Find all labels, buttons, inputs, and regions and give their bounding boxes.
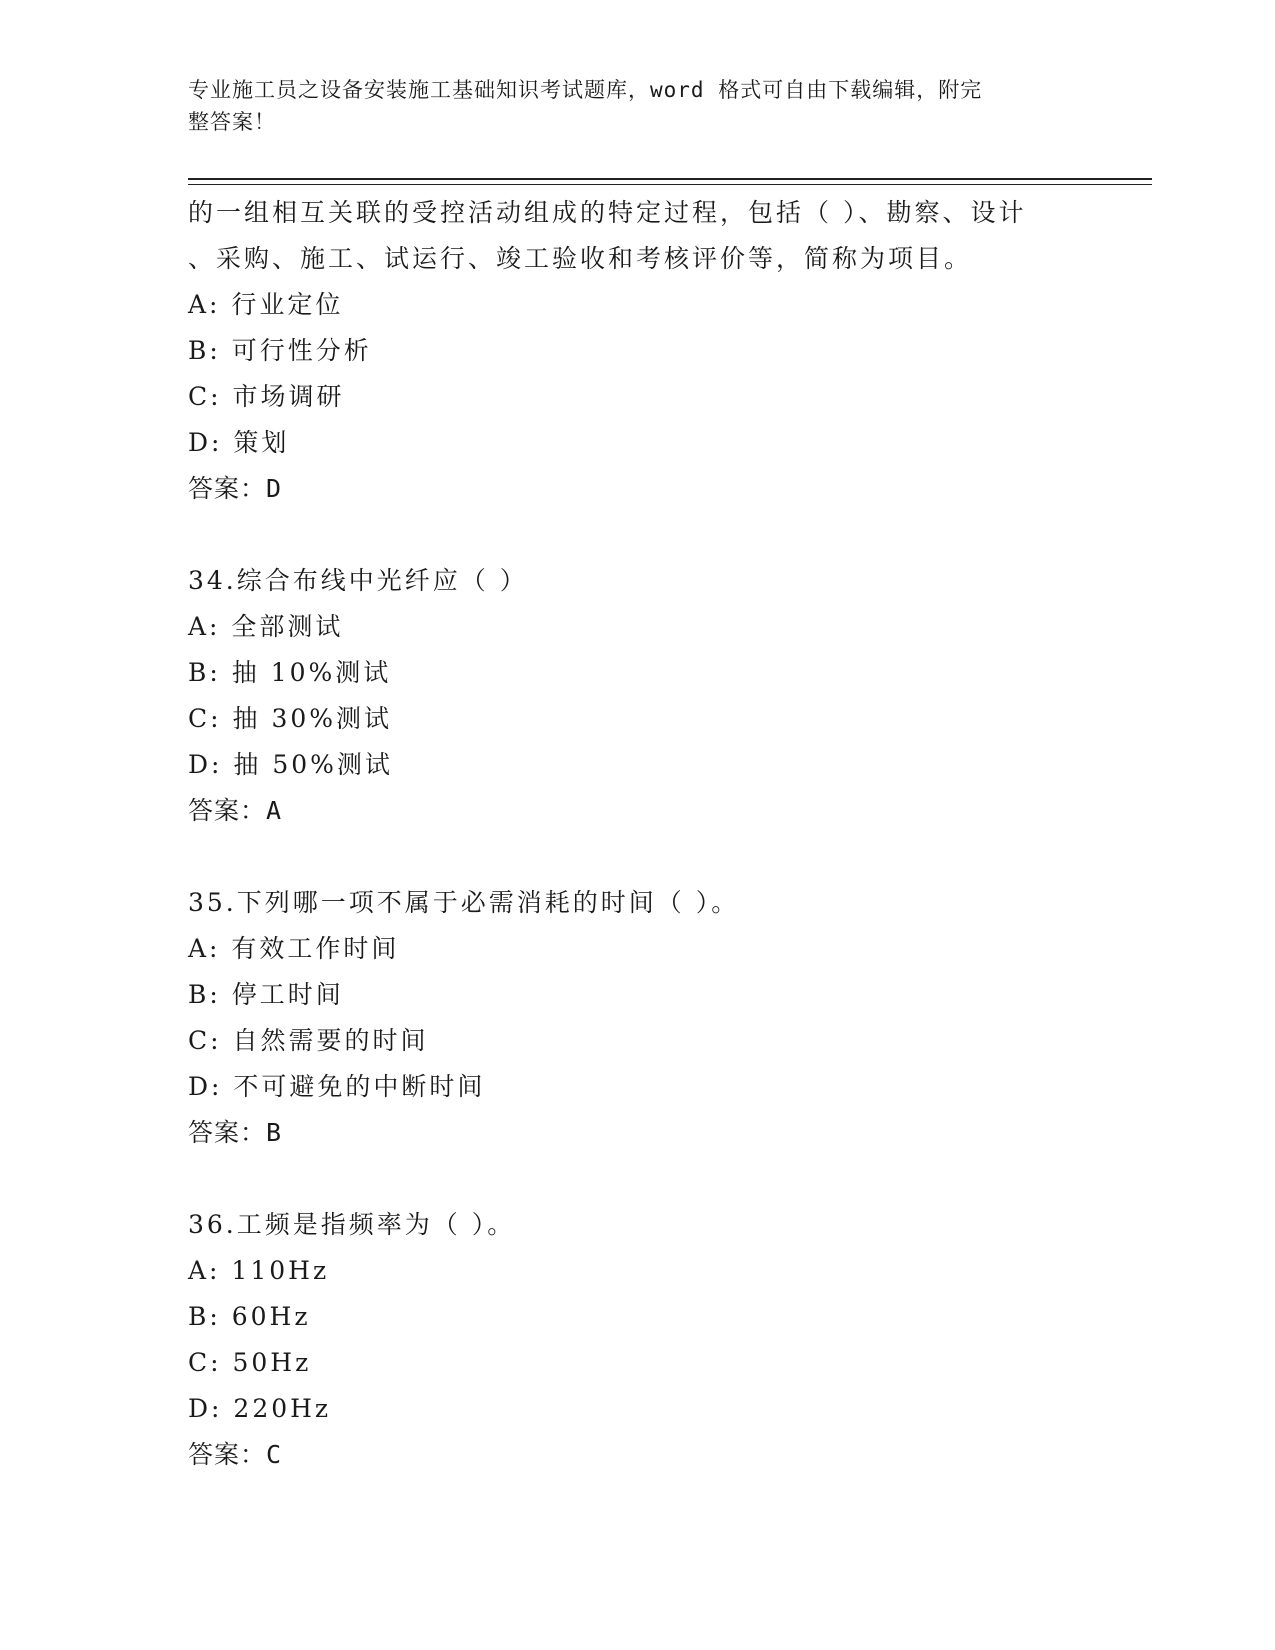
option-a: A: 全部测试 <box>188 612 344 641</box>
header-rule-thin <box>188 184 1152 185</box>
document-header <box>188 74 1068 138</box>
option-d: D: 不可避免的中断时间 <box>188 1072 486 1101</box>
header-rule-thick <box>188 178 1152 180</box>
question-34 <box>188 558 1128 834</box>
question-stem-line: 的一组相互关联的受控活动组成的特定过程，包括（ ）、勘察、设计 <box>188 198 1027 227</box>
option-b: B: 60Hz <box>188 1302 311 1331</box>
question-stem: 36.工频是指频率为（ ）。 <box>188 1210 516 1239</box>
answer-line <box>188 466 1128 512</box>
option-a: A: 有效工作时间 <box>188 934 400 963</box>
option-d: D: 抽 50%测试 <box>188 750 393 779</box>
option-a: A: 110Hz <box>188 1256 330 1285</box>
question-stem: 35.下列哪一项不属于必需消耗的时间（ ）。 <box>188 888 740 917</box>
question-stem: 34.综合布线中光纤应（ ） <box>188 566 528 595</box>
question-35 <box>188 880 1128 1156</box>
answer-value: A <box>266 796 283 825</box>
option-a: A: 行业定位 <box>188 290 344 319</box>
option-b: B: 可行性分析 <box>188 336 372 365</box>
answer-label: 答案： <box>188 1118 267 1147</box>
answer-line <box>188 1110 1128 1156</box>
question-fragment <box>188 190 1128 512</box>
answer-value: D <box>266 474 283 503</box>
question-36 <box>188 1202 1128 1478</box>
option-c: C: 抽 30%测试 <box>188 704 393 733</box>
answer-line <box>188 788 1128 834</box>
answer-label: 答案： <box>188 796 267 825</box>
option-c: C: 市场调研 <box>188 382 345 411</box>
answer-value: C <box>266 1440 283 1469</box>
option-d: D: 策划 <box>188 428 290 457</box>
answer-line <box>188 1432 1128 1478</box>
option-c: C: 50Hz <box>188 1348 312 1377</box>
option-d: D: 220Hz <box>188 1394 332 1423</box>
header-line-1: 专业施工员之设备安装施工基础知识考试题库，word 格式可自由下载编辑，附完 <box>188 78 983 102</box>
question-stem-line: 、采购、施工、试运行、竣工验收和考核评价等，简称为项目。 <box>188 244 973 273</box>
option-b: B: 抽 10%测试 <box>188 658 392 687</box>
answer-label: 答案： <box>188 474 267 503</box>
answer-label: 答案： <box>188 1440 267 1469</box>
option-b: B: 停工时间 <box>188 980 344 1009</box>
header-line-2: 整答案！ <box>188 110 276 134</box>
option-c: C: 自然需要的时间 <box>188 1026 429 1055</box>
answer-value: B <box>266 1118 283 1147</box>
question-list <box>188 190 1128 1478</box>
